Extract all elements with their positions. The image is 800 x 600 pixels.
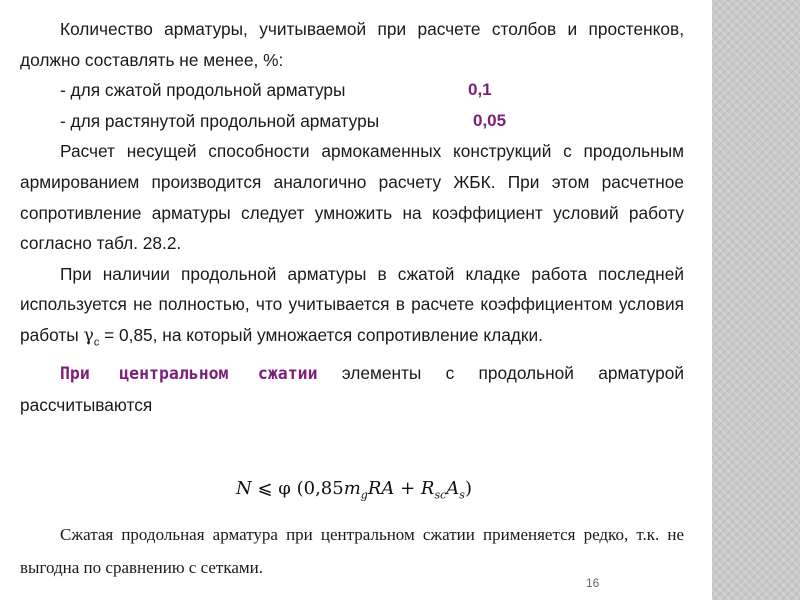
gamma-symbol: γ — [83, 325, 94, 346]
slide-body — [20, 14, 684, 420]
formula-N: N — [236, 478, 252, 499]
paragraph-work-coefficient-tail: = 0,85, на который умножается сопротивление кладки. — [99, 324, 543, 345]
formula-A: A — [446, 478, 460, 499]
decorative-side-band — [712, 0, 800, 600]
formula-A-sub: s — [459, 488, 465, 502]
paragraph-work-coefficient-text: При наличии продольной арматуры в сжатой кладке работа последней используется не полностью, что учитывается в расчете коэффициентом условия работы — [20, 263, 684, 345]
paragraph-capacity: Расчет несущей способности армокаменных конструкций с продольным армированием производится аналогично расчету ЖБК. При этом расчетное сопротивление арматуры следует умножить на коэффициент условий работу согласно табл. 28.2. — [20, 141, 684, 254]
formula — [236, 474, 472, 504]
paragraph-central-compression — [20, 358, 684, 420]
bullet-tension-label: - для растянутой продольной арматуры — [60, 110, 380, 131]
bullet-tension-value: 0,05 — [473, 110, 507, 130]
formula-relation: ⩽ φ (0,85 — [251, 478, 344, 499]
bullet-compressed-label: - для сжатой продольной арматуры — [60, 80, 346, 101]
bullet-tension — [20, 106, 684, 137]
bullet-compressed-value: 0,1 — [468, 80, 492, 100]
formula-plus: + — [394, 478, 421, 499]
paragraph-rebar-amount: Количество арматуры, учитываемой при расчете столбов и простенков, должно составлять не менее, %: — [20, 19, 684, 70]
formula-R: R — [420, 478, 435, 499]
paragraph-compressed-rarely: Сжатая продольная арматура при центральном сжатии применяется редко, т.к. не выгодна по сравнению с сетками. — [20, 525, 684, 577]
bullet-compressed — [20, 75, 684, 106]
page-number: 16 — [586, 576, 600, 590]
paragraph-work-coefficient — [20, 259, 684, 358]
central-compression-highlight: При центральном сжатии — [60, 363, 318, 383]
gamma-subscript: c — [93, 336, 100, 349]
formula-RA: RA — [367, 478, 395, 499]
formula-R-sub: sc — [434, 488, 447, 502]
formula-close: ) — [464, 478, 472, 499]
formula-m: m — [343, 478, 361, 499]
central-compression-text: элементы с продольной арматурой рассчитываются — [20, 362, 685, 415]
formula-m-sub: g — [360, 488, 368, 502]
